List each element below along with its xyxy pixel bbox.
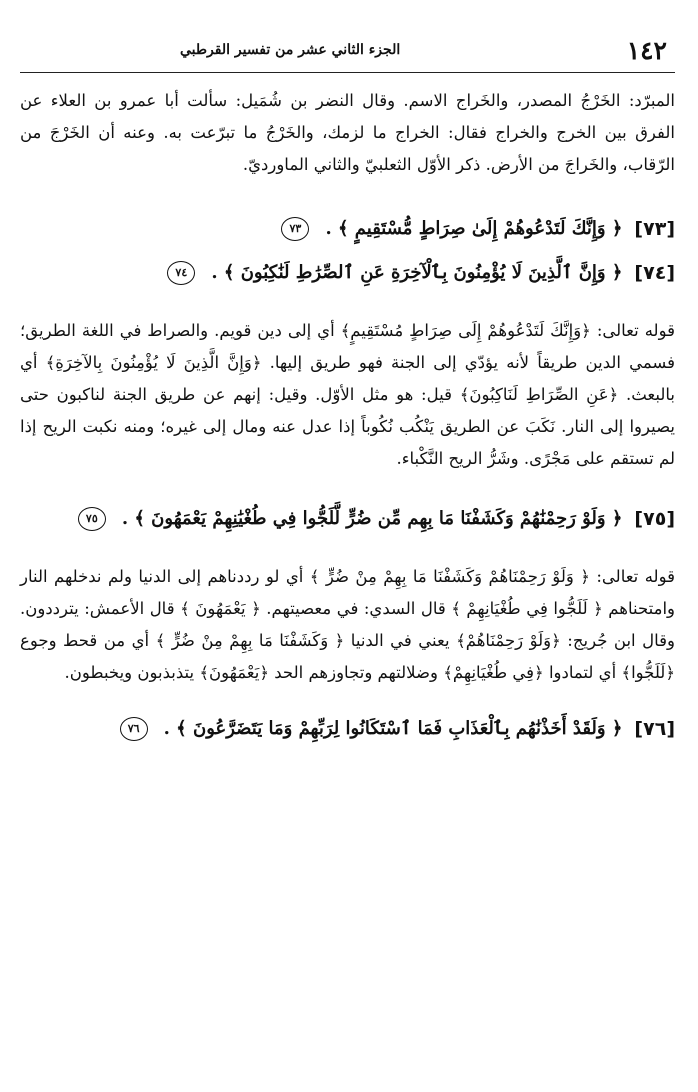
verse-end-marker-icon: ٧٥ [78,507,106,531]
commentary-paragraph-1: قوله تعالى: ﴿وَإِنَّكَ لَتَدْعُوهُمْ إِلَى صِرَاطٍ مُسْتَقِيمٍ﴾ أي إلى دين قويم. والصراط في اللغة الطريق؛ فسمي الدين طريقاً لأنه يؤدّي إلى الجنة فهو طريق إليها. ﴿وَإِنَّ الَّذِينَ لَا يُؤْمِنُونَ بِالآخِرَةِ﴾ أي بالبعث. ﴿عَنِ الصِّرَاطِ لَنَاكِبُونَ﴾ قيل: هو مثل الأوّل. وقيل: إنهم عن طريق الجنة لناكبون حتى يصيروا إلى النار. نَكَبَ عن الطريق يَنْكُب نُكُوباً إذا عدل عنه ومال إلى غيره؛ ومنه نكبت الريح إذا لم تستقم على مَجْرًى. وشَرُّ الريح النَّكْباء. [20,321,675,468]
intro-paragraph: المبرّد: الخَرْجُ المصدر، والخَراج الاسم. وقال النضر بن شُمَيل: سألت أبا عمرو بن العلاء عن الفرق بين الخرج والخراج فقال: الخراج ما لزمك، والخَرْجُ ما تبرّعت به. وعنه أن الخَرْجَ من الرّقاب، والخَراجَ من الأرض. ذكر الأوّل الثعلبيّ والثاني الماورديّ. [20,91,675,174]
book-page [20,28,675,1068]
verse-75 [20,505,675,533]
page-number: ١٤٢ [626,36,667,65]
verse-end-marker-icon: ٧٣ [281,217,309,241]
commentary-paragraph-2: قوله تعالى: ﴿ وَلَوْ رَحِمْنَاهُمْ وَكَشَفْنَا مَا بِهِمْ مِنْ ضُرٍّ ﴾ أي لو رددناهم إلى الدنيا ولم ندخلهم النار وامتحناهم ﴿ لَلَجُّوا فِي طُغْيَانِهِمْ ﴾ قال السدي: في معصيتهم. ﴿ يَعْمَهُونَ ﴾ قال الأعمش: يترددون. وقال ابن جُريج: ﴿وَلَوْ رَحِمْنَاهُمْ﴾ يعني في الدنيا ﴿ وَكَشَفْنَا مَا بِهِمْ مِنْ ضُرٍّ ﴾ أي من قحط وجوع ﴿لَلَجُّوا﴾ أي لتمادوا ﴿فِي طُغْيَانِهِمْ﴾ وضلالتهم وتجاوزهم الحد ﴿يَعْمَهُونَ﴾ يتذبذبون ويخبطون. [20,567,675,682]
verse-number: [٧٤] [634,262,675,284]
running-title: الجزء الثاني عشر من تفسير القرطبي [180,42,401,58]
verse-number: [٧٥] [634,508,675,530]
verse-text: ﴿ وَلَقَدْ أَخَذْنَٰهُم بِٱلْعَذَابِ فَمَا ٱسْتَكَانُوا لِرَبِّهِمْ وَمَا يَتَضَرَّعُونَ ﴾ . [163,718,623,739]
verse-number: [٧٦] [634,718,675,740]
verse-number: [٧٣] [634,218,675,240]
verse-text: ﴿ وَإِنَّ ٱلَّذِينَ لَا يُؤْمِنُونَ بِٱلْآخِرَةِ عَنِ ٱلصِّرَٰطِ لَنَٰكِبُونَ ﴾ . [211,262,623,283]
verse-76 [20,715,675,743]
verse-end-marker-icon: ٧٤ [167,261,195,285]
verse-end-marker-icon: ٧٦ [120,717,148,741]
verse-text: ﴿ وَلَوْ رَحِمْنَٰهُمْ وَكَشَفْنَا مَا بِهِم مِّن ضُرٍّ لَّلَجُّوا فِي طُغْيَٰنِهِمْ يَعْمَهُونَ ﴾ . [121,508,623,529]
verse-73 [20,215,675,243]
verse-74 [20,259,675,287]
page-header [20,28,675,73]
verse-text: ﴿ وَإِنَّكَ لَتَدْعُوهُمْ إِلَىٰ صِرَاطٍ مُّسْتَقِيمٍ ﴾ . [325,218,623,239]
